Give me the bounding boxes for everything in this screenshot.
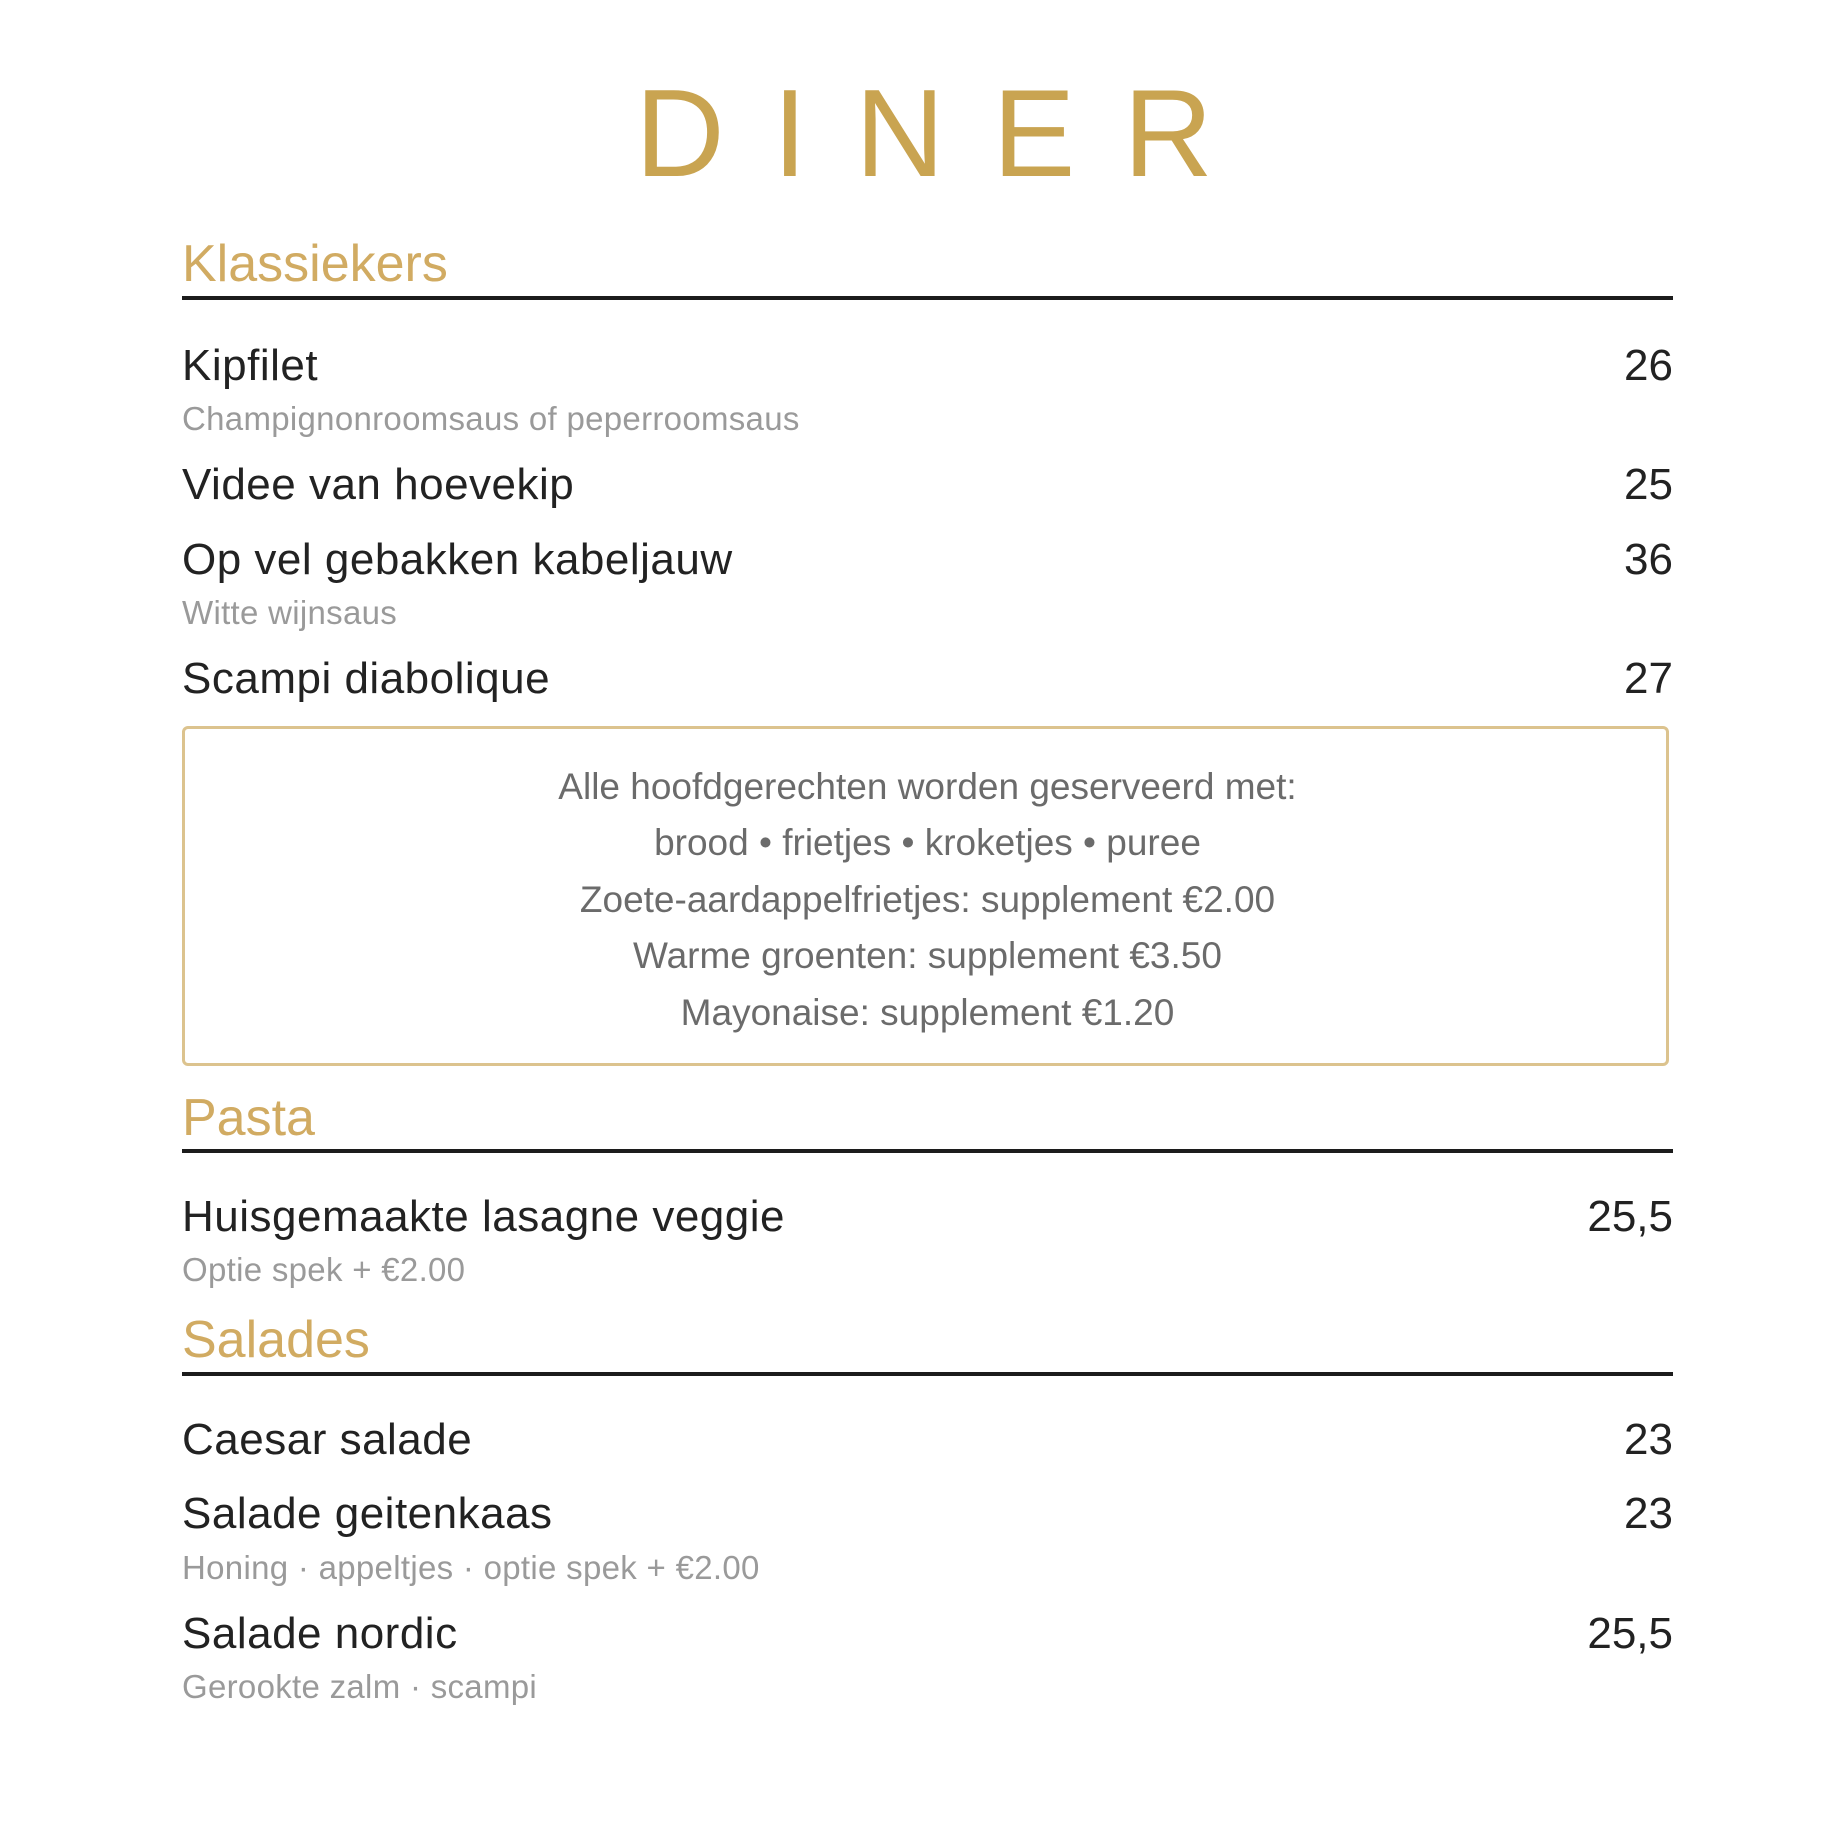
menu-item-price: 27 xyxy=(1624,654,1673,703)
menu-item-price: 25 xyxy=(1624,460,1673,509)
menu-item-description: Champignonroomsaus of peperroomsaus xyxy=(182,400,800,437)
section-heading-klassiekers: Klassiekers xyxy=(182,235,448,293)
section-heading-pasta: Pasta xyxy=(182,1089,315,1147)
menu-item-name: Videe van hoevekip xyxy=(182,460,575,509)
section-divider xyxy=(182,1372,1673,1376)
menu-item-name: Salade geitenkaas xyxy=(182,1489,553,1538)
note-line: brood • frietjes • kroketjes • puree xyxy=(654,822,1201,863)
menu-item-price: 26 xyxy=(1624,341,1673,390)
menu-item-name: Huisgemaakte lasagne veggie xyxy=(182,1192,785,1241)
section-heading-salades: Salades xyxy=(182,1311,370,1369)
menu-item-description: Gerookte zalm · scampi xyxy=(182,1668,538,1705)
menu-item-price: 25,5 xyxy=(1587,1609,1673,1658)
menu-item-price: 36 xyxy=(1624,535,1673,584)
note-line: Zoete-aardappelfrietjes: supplement €2.00 xyxy=(579,879,1276,920)
menu-item-price: 23 xyxy=(1624,1415,1673,1464)
menu-item-name: Salade nordic xyxy=(182,1609,458,1658)
note-line: Mayonaise: supplement €1.20 xyxy=(680,992,1175,1033)
menu-item-price: 25,5 xyxy=(1587,1192,1673,1241)
menu-item-description: Optie spek + €2.00 xyxy=(182,1251,466,1288)
menu-item-description: Witte wijnsaus xyxy=(182,594,398,631)
menu-item-price: 23 xyxy=(1624,1489,1673,1538)
menu-item-name: Scampi diabolique xyxy=(182,654,551,703)
section-divider xyxy=(182,1149,1673,1153)
section-divider xyxy=(182,296,1673,300)
page-title: DINER xyxy=(635,65,1261,203)
note-line: Warme groenten: supplement €3.50 xyxy=(633,935,1222,976)
menu-item-name: Caesar salade xyxy=(182,1415,473,1464)
menu-item-name: Kipfilet xyxy=(182,341,319,390)
menu-item-description: Honing · appeltjes · optie spek + €2.00 xyxy=(182,1549,760,1586)
note-line: Alle hoofdgerechten worden geserveerd met: xyxy=(558,766,1297,807)
menu-item-name: Op vel gebakken kabeljauw xyxy=(182,535,733,584)
